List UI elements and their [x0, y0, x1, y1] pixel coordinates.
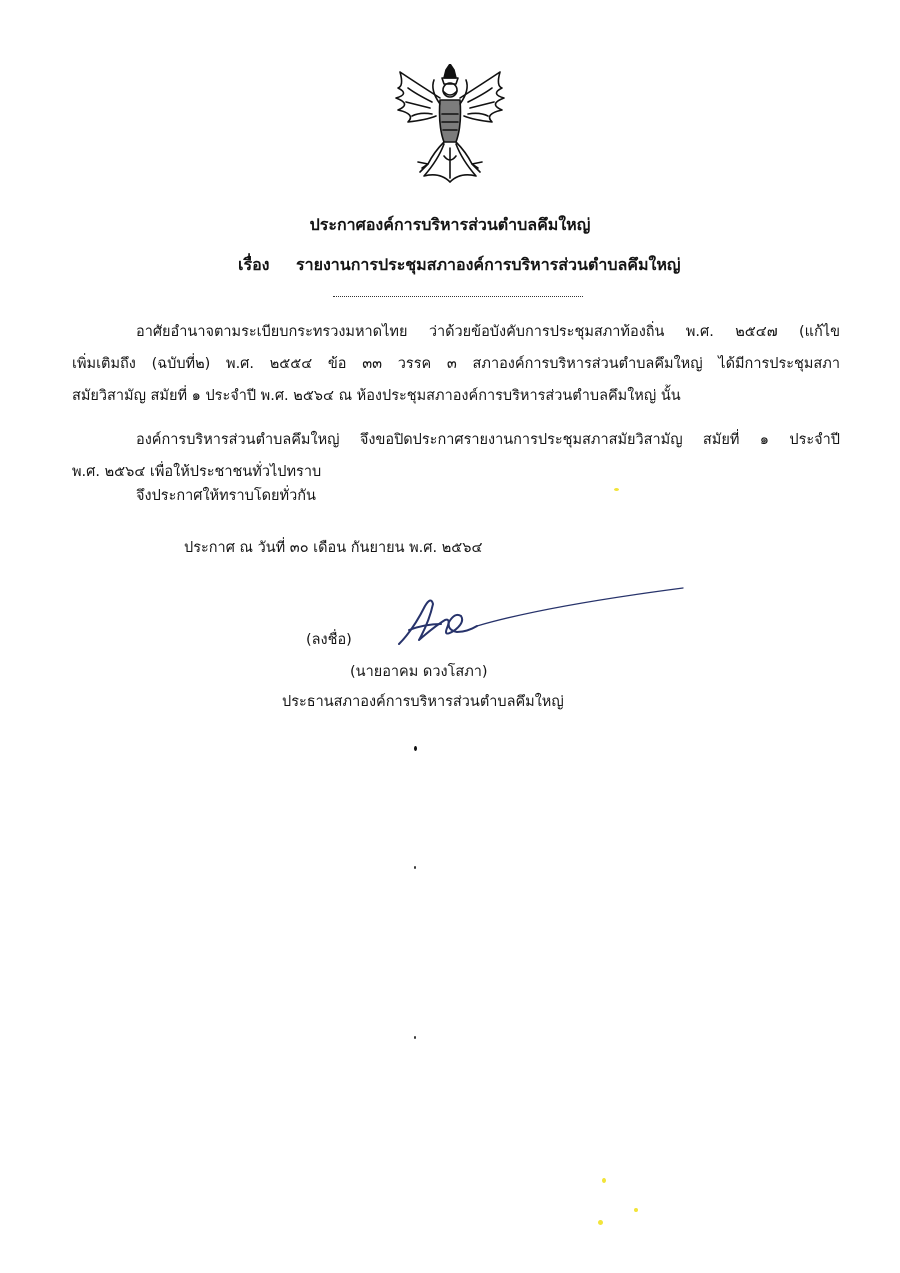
closing-statement: จึงประกาศให้ทราบโดยทั่วกัน	[136, 488, 316, 504]
highlighter-mark	[634, 1208, 638, 1212]
announcement-title: ประกาศองค์การบริหารส่วนตำบลคึมใหญ่	[309, 215, 591, 234]
subject-label: เรื่อง	[238, 255, 270, 274]
scan-speck	[414, 866, 416, 869]
handwritten-signature	[395, 586, 685, 656]
paragraph-1-line-2: เพิ่มเติมถึง (ฉบับที่๒) พ.ศ. ๒๕๕๔ ข้อ ๓๓ วรรค ๓ สภาองค์การบริหารส่วนตำบลคึมใหญ่ ได้มีการประชุมสภา	[72, 356, 840, 372]
dotted-divider	[333, 296, 583, 297]
paragraph-1-line-3: สมัยวิสามัญ สมัยที่ ๑ ประจำปี พ.ศ. ๒๕๖๔ ณ ห้องประชุมสภาองค์การบริหารส่วนตำบลคึมใหญ่ นั้น	[72, 388, 681, 404]
paragraph-2-line-2: พ.ศ. ๒๕๖๔ เพื่อให้ประชาชนทั่วไปทราบ	[72, 464, 322, 480]
scan-speck	[414, 746, 417, 751]
highlighter-mark	[598, 1220, 603, 1225]
highlighter-mark	[602, 1178, 606, 1183]
signature-label: (ลงชื่อ)	[306, 632, 352, 648]
subject-text: รายงานการประชุมสภาองค์การบริหารส่วนตำบลคึมใหญ่	[296, 255, 681, 274]
paragraph-1-line-1: อาศัยอำนาจตามระเบียบกระทรวงมหาดไทย ว่าด้วยข้อบังคับการประชุมสภาท้องถิ่น พ.ศ. ๒๕๔๗ (แก้ไข	[136, 324, 840, 340]
signatory-position: ประธานสภาองค์การบริหารส่วนตำบลคึมใหญ่	[282, 694, 564, 710]
paragraph-2-line-1: องค์การบริหารส่วนตำบลคึมใหญ่ จึงขอปิดประกาศรายงานการประชุมสภาสมัยวิสามัญ สมัยที่ ๑ ประจำปี	[136, 432, 840, 448]
highlighter-mark	[614, 488, 619, 491]
signatory-name: (นายอาคม ดวงโสภา)	[350, 664, 488, 680]
announcement-date: ประกาศ ณ วันที่ ๓๐ เดือน กันยายน พ.ศ. ๒๕๖๔	[184, 540, 483, 556]
garuda-emblem-icon	[388, 64, 512, 186]
scan-speck	[414, 1036, 416, 1039]
subject-line	[238, 253, 681, 278]
